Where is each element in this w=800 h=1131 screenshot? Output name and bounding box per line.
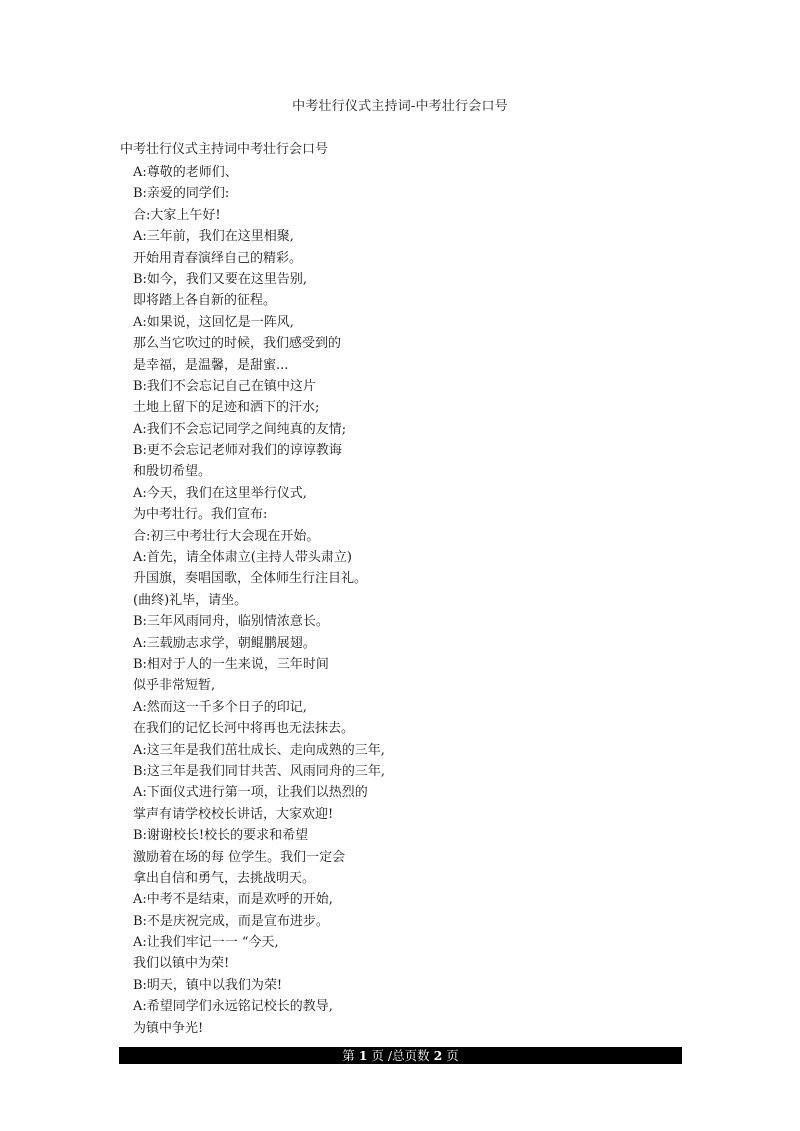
script-line: 即将踏上各自新的征程。 <box>133 293 277 309</box>
script-line: B:这三年是我们同甘共苦、风雨同舟的三年, <box>133 763 386 779</box>
script-line: 我们以镇中为荣! <box>133 956 230 972</box>
footer-page-current: 1 <box>358 1048 368 1063</box>
script-line: 和殷切希望。 <box>133 464 212 480</box>
script-line: B:如今，我们又要在这里告别, <box>133 271 308 287</box>
script-line: 升国旗，奏唱国歌，全体师生行注目礼。 <box>133 571 368 587</box>
script-line: A:今天，我们在这里举行仪式, <box>133 485 307 501</box>
script-line: 合:初三中考壮行大会现在开始。 <box>133 528 320 544</box>
document-subheading: 中考壮行仪式主持词中考壮行会口号 <box>120 142 329 157</box>
script-line: 似乎非常短暂, <box>133 678 216 694</box>
script-line: 那么当它吹过的时候，我们感受到的 <box>133 336 342 352</box>
script-line: B:我们不会忘记自己在镇中这片 <box>133 378 316 394</box>
script-line: A:如果说，这回忆是一阵风, <box>133 314 294 330</box>
script-line: A:希望同学们永远铭记校长的教导, <box>133 999 333 1015</box>
script-line: B:不是庆祝完成，而是宣布进步。 <box>133 913 329 929</box>
script-line: 拿出自信和勇气，去挑战明天。 <box>133 870 316 886</box>
script-line: B:亲爱的同学们: <box>133 186 230 202</box>
footer-page-middle: 页 /总页数 <box>371 1048 430 1063</box>
script-line: A:尊敬的老师们、 <box>133 165 238 180</box>
script-line: A:下面仪式进行第一项，让我们以热烈的 <box>133 785 368 801</box>
footer-page-suffix: 页 <box>446 1048 459 1063</box>
script-line: 是幸福，是温馨，是甜蜜... <box>133 357 289 373</box>
script-lines <box>133 162 385 1039</box>
script-line: 在我们的记忆长河中将再也无法抹去。 <box>133 721 355 737</box>
footer-page-prefix: 第 <box>342 1048 355 1063</box>
script-line: 为中考壮行。我们宣布: <box>133 507 268 523</box>
script-line: A:然而这一千多个日子的印记, <box>133 699 307 715</box>
script-line: B:相对于人的一生来说，三年时间 <box>133 656 329 672</box>
script-line: 开始用青春演绎自己的精彩。 <box>133 250 303 266</box>
script-line: 激励着在场的每 位学生。我们一定会 <box>133 849 346 865</box>
script-line: 掌声有请学校校长讲话，大家欢迎! <box>133 806 334 822</box>
script-line: A:我们不会忘记同学之间纯真的友情; <box>133 421 347 437</box>
script-line: A:三载励志求学，朝鲲鹏展翅。 <box>133 635 316 651</box>
page-footer <box>119 1047 682 1064</box>
script-line: A:这三年是我们茁壮成长、走向成熟的三年, <box>133 742 385 758</box>
script-line: 为镇中争光! <box>133 1020 204 1036</box>
script-line: 合:大家上午好! <box>133 207 221 223</box>
script-line: B:谢谢校长!校长的要求和希望 <box>133 828 309 844</box>
script-line: A:三年前，我们在这里相聚, <box>133 229 294 245</box>
script-line: B:明天，镇中以我们为荣! <box>133 977 283 993</box>
script-line: A:让我们牢记一一 “今天, <box>133 935 279 951</box>
script-line: (曲终)礼毕，请坐。 <box>133 592 248 608</box>
footer-page-total: 2 <box>433 1048 443 1063</box>
script-line: 土地上留下的足迹和洒下的汗水; <box>133 400 320 416</box>
script-line: B:更不会忘记老师对我们的谆谆教诲 <box>133 443 342 459</box>
script-line: B:三年风雨同舟，临别情浓意长。 <box>133 614 329 630</box>
script-line: A:首先，请全体肃立(主持人带头肃立) <box>133 550 352 566</box>
script-line: A:中考不是结束，而是欢呼的开始, <box>133 892 333 908</box>
document-title: 中考壮行仪式主持词-中考壮行会口号 <box>292 99 508 114</box>
